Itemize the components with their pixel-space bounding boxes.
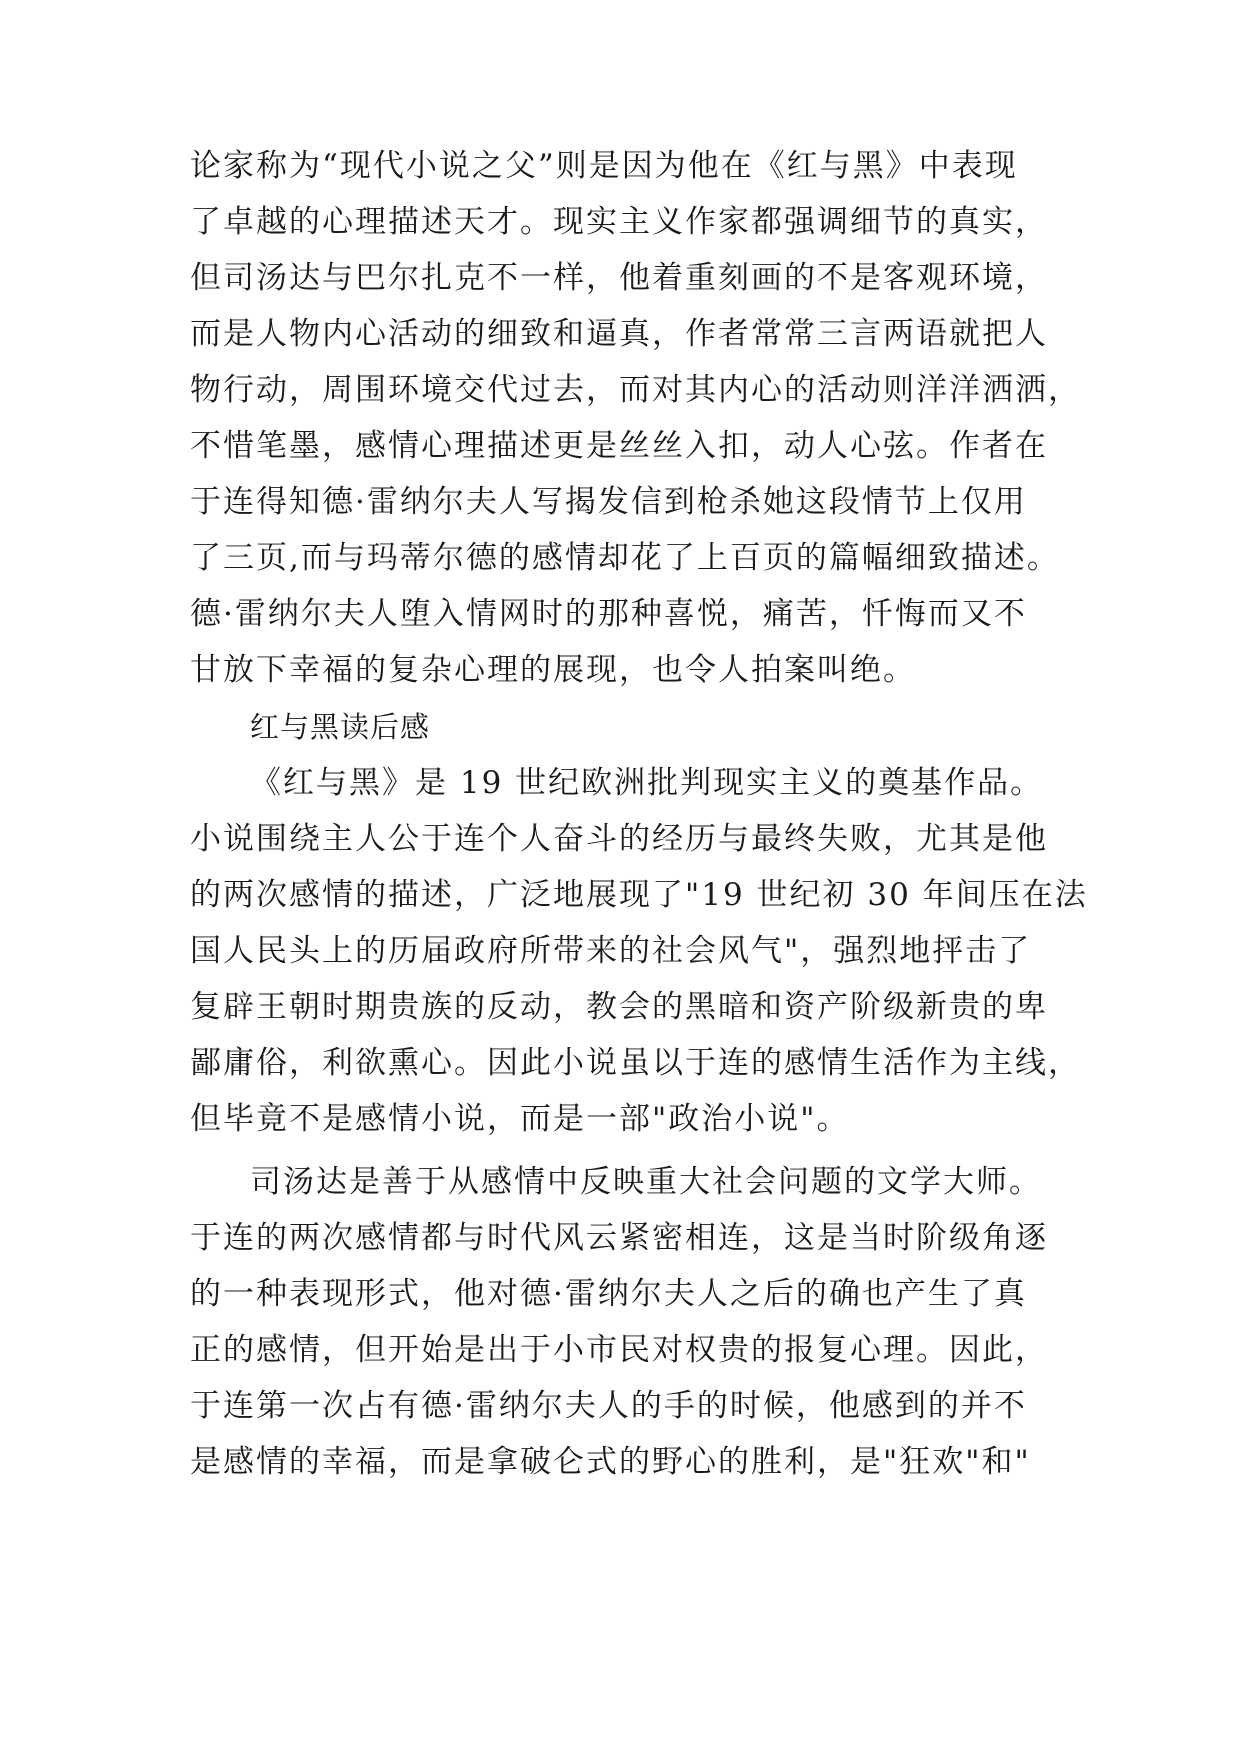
text-line: 但司汤达与巴尔扎克不一样，他着重刻画的不是客观环境，: [190, 260, 1048, 296]
text-line: 了卓越的心理描述天才。现实主义作家都强调细节的真实，: [190, 204, 1048, 240]
text-line: 《红与黑》是 19 世纪欧洲批判现实主义的奠基作品。: [250, 765, 1044, 801]
text-line: 正的感情，但开始是出于小市民对权贵的报复心理。因此，: [190, 1332, 1048, 1368]
text-line: 了三页,而与玛蒂尔德的感情却花了上百页的篇幅细致描述。: [190, 540, 1060, 576]
text-line: 德·雷纳尔夫人堕入情网时的那种喜悦，痛苦，忏悔而又不: [190, 596, 1027, 632]
text-line: 不惜笔墨，感情心理描述更是丝丝入扣，动人心弦。作者在: [190, 428, 1048, 464]
text-line: 鄙庸俗，利欲熏心。因此小说虽以于连的感情生活作为主线，: [190, 1045, 1081, 1081]
text-line: 而是人物内心活动的细致和逼真，作者常常三言两语就把人: [190, 316, 1048, 352]
text-line: 的一种表现形式，他对德·雷纳尔夫人之后的确也产生了真: [190, 1276, 1027, 1312]
text-line: 论家称为“现代小说之父”则是因为他在《红与黑》中表现: [190, 148, 1018, 184]
text-line: 复辟王朝时期贵族的反动，教会的黑暗和资产阶级新贵的卑: [190, 989, 1048, 1025]
text-line: 于连的两次感情都与时代风云紧密相连，这是当时阶级角逐: [190, 1220, 1048, 1256]
text-line: 于连得知德·雷纳尔夫人写揭发信到枪杀她这段情节上仅用: [190, 484, 1027, 520]
text-line: 物行动，周围环境交代过去，而对其内心的活动则洋洋洒洒，: [190, 372, 1081, 408]
section-heading: 红与黑读后感: [250, 710, 431, 744]
text-line: 于连第一次占有德·雷纳尔夫人的手的时候，他感到的并不: [190, 1388, 1027, 1424]
text-line: 的两次感情的描述，广泛地展现了"19 世纪初 30 年间压在法: [190, 877, 1088, 913]
text-line: 国人民头上的历届政府所带来的社会风气"，强烈地抨击了: [190, 933, 1032, 969]
text-line: 是感情的幸福，而是拿破仑式的野心的胜利，是"狂欢"和": [190, 1444, 1031, 1480]
text-line: 司汤达是善于从感情中反映重大社会问题的文学大师。: [250, 1164, 1042, 1200]
text-line: 小说围绕主人公于连个人奋斗的经历与最终失败，尤其是他: [190, 821, 1048, 857]
text-line: 甘放下幸福的复杂心理的展现，也令人拍案叫绝。: [190, 652, 916, 688]
text-line: 但毕竟不是感情小说，而是一部"政治小说"。: [190, 1101, 850, 1137]
